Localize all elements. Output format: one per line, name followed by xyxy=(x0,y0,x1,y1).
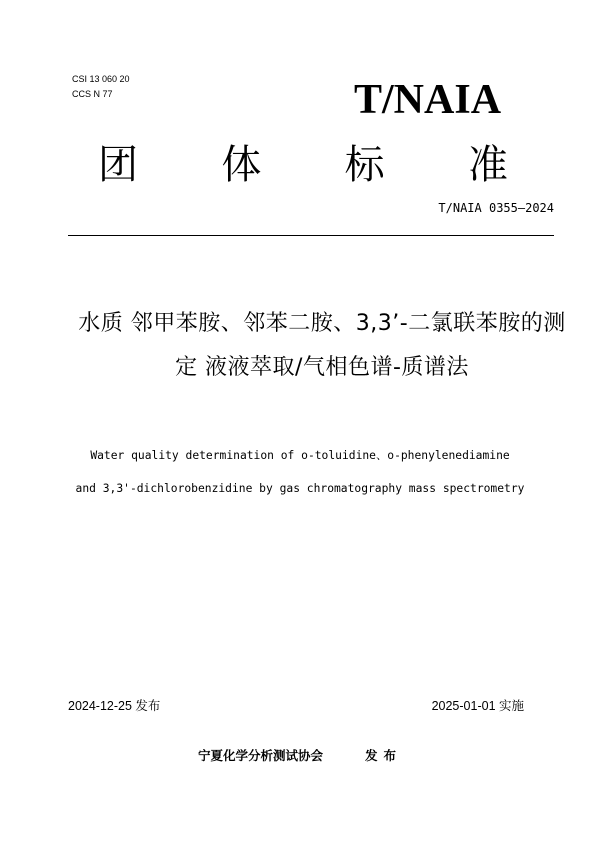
standard-type-char: 体 xyxy=(221,142,262,188)
publisher-name: 宁夏化学分析测试协会 xyxy=(197,748,323,763)
document-title-chinese: 水质 邻甲苯胺、邻苯二胺、3,3’-二氯联苯胺的测定 液液萃取/气相色谱-质谱法 xyxy=(78,311,566,380)
header-divider xyxy=(68,235,554,236)
issue-date: 2024-12-25 发布 xyxy=(68,699,161,713)
standard-type-char: 团 xyxy=(98,142,138,188)
publisher-action: 发布 xyxy=(365,748,403,763)
standard-type-char: 准 xyxy=(467,142,508,188)
document-title-english-line-2: and 3,3'-dichlorobenzidine by gas chromatography mass spectrometry xyxy=(75,482,525,495)
standard-type-heading xyxy=(98,139,508,191)
publisher-row xyxy=(0,748,600,764)
standard-number: T/NAIA 0355—2024 xyxy=(438,201,554,215)
ics-code: CSI 13 060 20 xyxy=(72,74,130,84)
standard-type-char: 标 xyxy=(344,142,385,188)
implementation-date: 2025-01-01 实施 xyxy=(431,699,524,713)
organization-code: T/NAIA xyxy=(354,77,502,123)
document-title-english-line-1: Water quality determination of o-toluidine、o-phenylenediamine xyxy=(90,449,510,462)
ccs-code: CCS N 77 xyxy=(72,89,113,99)
